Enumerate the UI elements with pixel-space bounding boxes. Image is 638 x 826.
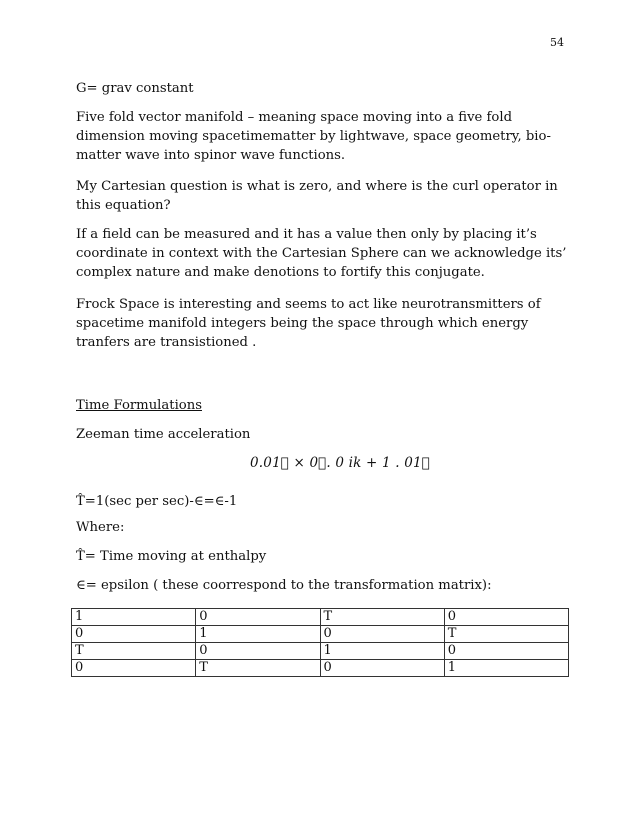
paragraph-field-measured: If a field can be measured and it has a value then only by placing it’s coordinate in context with the Cartesian Sphere can we acknowledge its’ complex nature and make denotions to fortify this conjugate.	[76, 227, 567, 280]
zeeman-label: Zeeman time acceleration	[76, 427, 251, 442]
matrix-cell: 0	[196, 643, 320, 660]
transformation-matrix	[71, 608, 569, 677]
matrix-cell: 0	[72, 660, 196, 677]
matrix-cell: 1	[72, 609, 196, 626]
matrix-cell: 0	[72, 626, 196, 643]
section-heading: Time Formulations	[76, 398, 202, 413]
matrix-row	[72, 609, 569, 626]
matrix-cell: 0	[320, 660, 444, 677]
t-hat-definition: T̂= Time moving at enthalpy	[76, 549, 267, 564]
paragraph-frock-space: Frock Space is interesting and seems to act like neurotransmitters of spacetime manifold integers being the space through which energy tranfers are transistioned .	[76, 297, 541, 350]
matrix-cell: 0	[444, 609, 568, 626]
matrix-cell: 1	[196, 626, 320, 643]
matrix-cell: T	[72, 643, 196, 660]
matrix-cell: T	[444, 626, 568, 643]
matrix-cell: 1	[320, 643, 444, 660]
paragraph-cartesian-question: My Cartesian question is what is zero, and where is the curl operator in this equation?	[76, 179, 558, 213]
matrix-cell: T	[320, 609, 444, 626]
matrix-cell: 1	[444, 660, 568, 677]
matrix-row	[72, 660, 569, 677]
matrix-row	[72, 643, 569, 660]
paragraph-grav-constant: G= grav constant	[76, 81, 194, 96]
t-hat-line: T̂=1(sec per sec)-∈=∈-1	[76, 494, 238, 509]
equation: 0.01⃗ × 0⃗. 0 ik + 1 . 01⃗	[250, 455, 430, 471]
where-label: Where:	[76, 520, 125, 535]
paragraph-five-fold: Five fold vector manifold – meaning space moving into a five fold dimension moving spacetimematter by lightwave, space geometry, bio-matter wave into spinor wave functions.	[76, 110, 551, 163]
matrix-cell: 0	[196, 609, 320, 626]
matrix-cell: T	[196, 660, 320, 677]
matrix-row	[72, 626, 569, 643]
matrix-cell: 0	[444, 643, 568, 660]
matrix-cell: 0	[320, 626, 444, 643]
page-number: 54	[550, 36, 564, 49]
epsilon-definition: ∈= epsilon ( these coorrespond to the transformation matrix):	[76, 578, 492, 593]
